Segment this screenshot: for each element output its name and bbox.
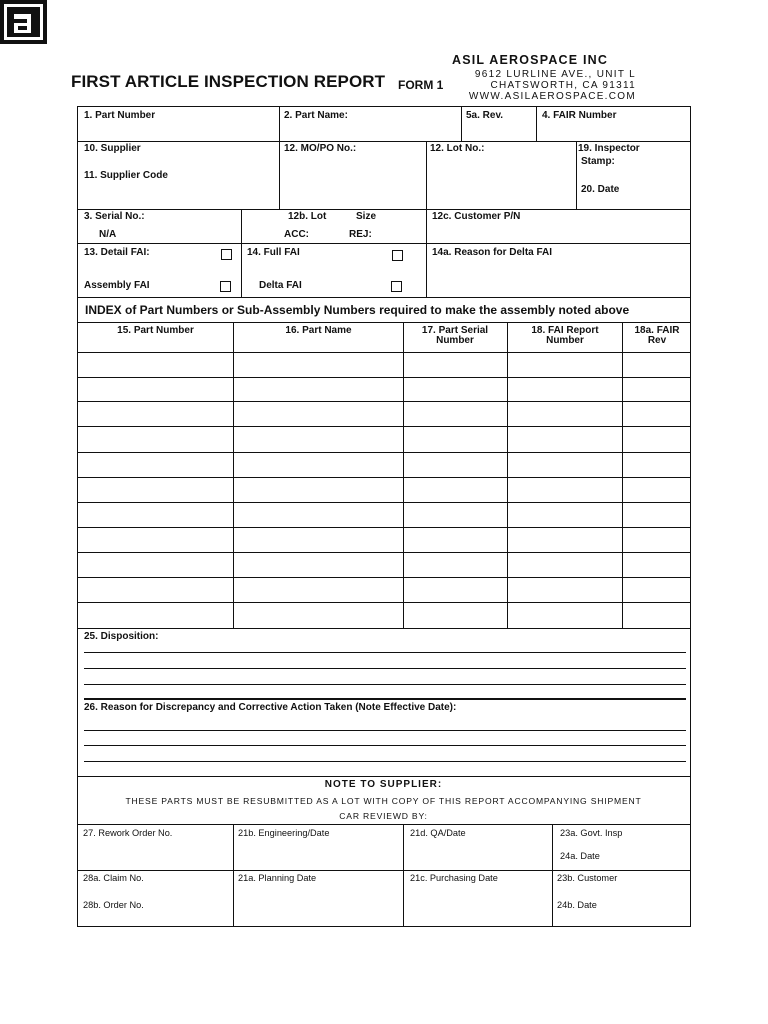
reason-delta-fai-label: 14a. Reason for Delta FAI bbox=[432, 247, 553, 258]
col-fair-rev: 18a. FAIR Rev bbox=[634, 325, 680, 346]
purchasing-date-label: 21c. Purchasing Date bbox=[410, 873, 498, 883]
serial-no-label: 3. Serial No.: bbox=[84, 211, 145, 222]
size-label: Size bbox=[356, 211, 377, 222]
delta-fai-checkbox[interactable] bbox=[391, 281, 402, 292]
company-website: WWW.ASILAEROSPACE.COM bbox=[468, 91, 636, 102]
rev-label: 5a. Rev. bbox=[466, 110, 504, 121]
supplier-code-label: 11. Supplier Code bbox=[84, 170, 168, 181]
inspector-label: 19. Inspector bbox=[578, 143, 640, 154]
rej-label: REJ: bbox=[349, 229, 372, 240]
index-heading: INDEX of Part Numbers or Sub-Assembly Numbers required to make the assembly noted above bbox=[85, 303, 630, 317]
detail-fai-checkbox[interactable] bbox=[221, 249, 232, 260]
lot-no-label: 12. Lot No.: bbox=[430, 143, 485, 154]
govt-insp-label: 23a. Govt. Insp bbox=[560, 828, 623, 838]
delta-fai-label: Delta FAI bbox=[259, 280, 302, 291]
fair-number-label: 4. FAIR Number bbox=[542, 110, 617, 121]
customer-pn-label: 12c. Customer P/N bbox=[432, 211, 521, 222]
col-part-serial-number: 17. Part Serial Number bbox=[421, 325, 489, 346]
supplier-label: 10. Supplier bbox=[84, 143, 141, 154]
detail-fai-label: 13. Detail FAI: bbox=[84, 247, 150, 258]
disposition-label: 25. Disposition: bbox=[84, 631, 159, 642]
stamp-label: Stamp: bbox=[581, 156, 615, 167]
company-name: ASIL AEROSPACE INC bbox=[452, 53, 609, 67]
full-fai-label: 14. Full FAI bbox=[247, 247, 300, 258]
full-fai-checkbox[interactable] bbox=[392, 250, 403, 261]
car-reviewed-by: CAR REVIEWD BY: bbox=[339, 811, 428, 821]
order-no-label: 28b. Order No. bbox=[83, 900, 144, 910]
date-20-label: 20. Date bbox=[581, 184, 620, 195]
part-name-label: 2. Part Name: bbox=[284, 110, 348, 121]
date-24b-label: 24b. Date bbox=[557, 900, 597, 910]
col-part-number: 15. Part Number bbox=[117, 325, 194, 336]
customer-label: 23b. Customer bbox=[557, 873, 618, 883]
col-fai-report-number: 18. FAI Report Number bbox=[531, 325, 599, 346]
engineering-date-label: 21b. Engineering/Date bbox=[238, 828, 330, 838]
rework-order-label: 27. Rework Order No. bbox=[83, 828, 173, 838]
col-part-name: 16. Part Name bbox=[285, 325, 352, 336]
company-address-line1: 9612 LURLINE AVE., UNIT L bbox=[474, 69, 636, 80]
acc-label: ACC: bbox=[284, 229, 309, 240]
discrepancy-label: 26. Reason for Discrepancy and Corrective Action Taken (Note Effective Date): bbox=[84, 702, 457, 713]
part-number-label: 1. Part Number bbox=[84, 110, 156, 121]
qa-date-label: 21d. QA/Date bbox=[410, 828, 466, 838]
company-logo-icon bbox=[0, 0, 47, 44]
serial-no-value[interactable]: N/A bbox=[99, 229, 117, 240]
company-address-line2: CHATSWORTH, CA 91311 bbox=[490, 80, 636, 91]
form-number: FORM 1 bbox=[398, 78, 444, 92]
claim-no-label: 28a. Claim No. bbox=[83, 873, 144, 883]
assembly-fai-label: Assembly FAI bbox=[84, 280, 150, 291]
planning-date-label: 21a. Planning Date bbox=[238, 873, 317, 883]
lot-12b-label: 12b. Lot bbox=[288, 211, 327, 222]
date-24a-label: 24a. Date bbox=[560, 851, 600, 861]
note-text: THESE PARTS MUST BE RESUBMITTED AS A LOT WITH COPY OF THIS REPORT ACCOMPANYING SHIPMENT bbox=[125, 796, 642, 806]
form-title: FIRST ARTICLE INSPECTION REPORT bbox=[71, 72, 386, 91]
assembly-fai-checkbox[interactable] bbox=[220, 281, 231, 292]
note-title: NOTE TO SUPPLIER: bbox=[324, 779, 443, 790]
mo-po-label: 12. MO/PO No.: bbox=[284, 143, 357, 154]
